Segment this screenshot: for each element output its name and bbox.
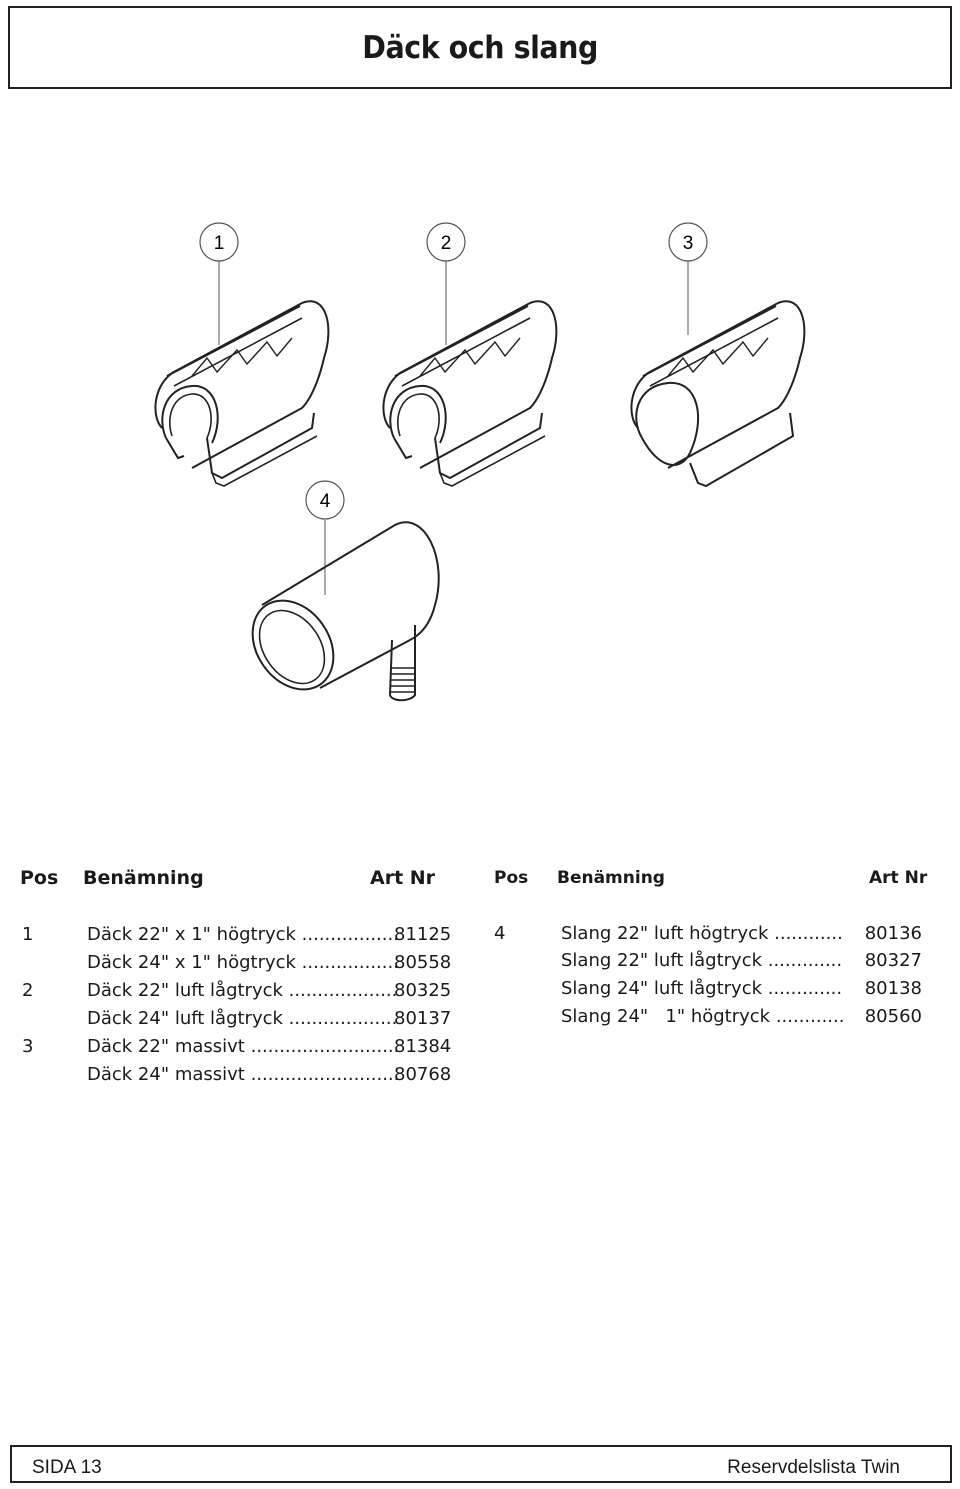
row-art-nr: 80560 [864,1006,922,1027]
callout-1 [200,223,238,345]
table-row [494,975,934,1003]
row-art-nr: 80136 [864,923,922,944]
row-pos: 2 [22,980,34,1001]
document-name: Reservdelslista Twin [727,1457,900,1478]
header-art-nr: Art Nr [370,867,436,889]
title-box [8,6,952,89]
page-title: Däck och slang [362,29,598,66]
row-art-nr: 80325 [394,980,452,1001]
tyre-22x1-drawing [155,301,328,486]
callout-label: 4 [319,491,331,512]
table-row [22,949,452,977]
header-pos: Pos [20,867,59,889]
row-name: Slang 22" luft högtryck ..... [561,920,844,948]
row-name: Slang 24" 1" högtryck ..... [561,1003,844,1031]
row-art-nr: 81125 [394,924,452,945]
row-pos: 1 [22,924,34,945]
header-pos: Pos [494,868,529,888]
callout-3 [669,223,707,335]
tyre-luft-drawing [383,301,556,486]
tyre-massivt-drawing [631,301,804,486]
table-row [22,921,452,949]
table-row [22,1061,452,1089]
callout-label: 2 [440,233,452,254]
header-art-nr: Art Nr [869,868,928,888]
table-row [494,1003,934,1031]
callout-4 [306,481,344,595]
header-benamning: Benämning [557,868,665,888]
row-art-nr: 80137 [394,1008,452,1029]
header-benamning: Benämning [83,867,204,889]
row-name: Däck 24" luft lågtryck ..... [87,1005,397,1033]
row-art-nr: 81384 [394,1036,452,1057]
callout-2 [427,223,465,345]
table-row [494,920,934,948]
callout-label: 1 [213,233,225,254]
row-name: Däck 22" x 1" högtryck ..... [87,921,397,949]
table-row [494,947,934,975]
row-name: Slang 22" luft lågtryck ..... [561,947,844,975]
row-name: Däck 22" luft lågtryck ..... [87,977,397,1005]
row-name: Däck 24" massivt ..... [87,1061,397,1089]
row-pos: 3 [22,1036,34,1057]
callout-label: 3 [682,233,694,254]
table-row [22,1033,452,1061]
row-name: Däck 24" x 1" högtryck ..... [87,949,397,977]
row-art-nr: 80138 [864,978,922,999]
row-art-nr: 80768 [394,1064,452,1085]
row-name: Däck 22" massivt ..... [87,1033,397,1061]
table-row [22,977,452,1005]
row-name: Slang 24" luft lågtryck ..... [561,975,844,1003]
footer [10,1445,952,1483]
inner-tube-drawing [236,522,439,705]
row-art-nr: 80558 [394,952,452,973]
row-pos: 4 [494,923,506,944]
page-number: SIDA 13 [32,1457,102,1478]
row-art-nr: 80327 [864,950,922,971]
table-row [22,1005,452,1033]
parts-drawing [0,200,960,720]
